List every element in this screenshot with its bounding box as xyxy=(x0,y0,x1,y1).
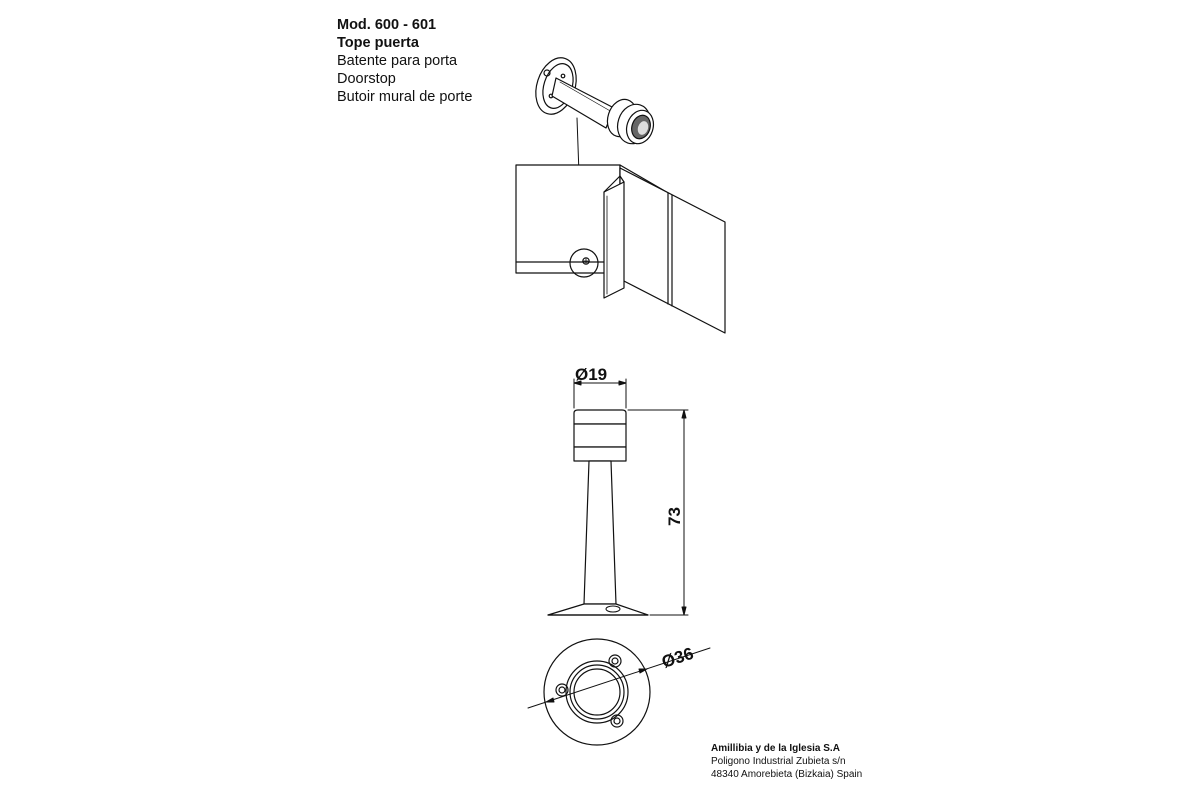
doorstop-plan-view xyxy=(544,639,650,745)
product-name-en: Doorstop xyxy=(337,71,396,87)
company-name: Amillibia y de la Iglesia S.A xyxy=(711,743,840,754)
company-address-line2: 48340 Amorebieta (Bizkaia) Spain xyxy=(711,769,863,780)
company-address-line1: Poligono Industrial Zubieta s/n xyxy=(711,756,846,767)
product-name-fr: Butoir mural de porte xyxy=(337,89,473,105)
dimension-label-head: Ø19 xyxy=(575,365,608,384)
product-name-ca: Batente para porta xyxy=(337,53,458,69)
wall-door-view xyxy=(516,165,725,333)
company-block xyxy=(711,742,961,781)
product-name-es: Tope puerta xyxy=(337,35,419,51)
dimension-label-base: Ø36 xyxy=(659,643,696,672)
model-number: Mod. 600 - 601 xyxy=(337,17,437,33)
dimension-label-height: 73 xyxy=(665,507,684,526)
doorstop-elevation-view xyxy=(548,410,648,615)
doorstop-iso-view xyxy=(529,53,658,148)
